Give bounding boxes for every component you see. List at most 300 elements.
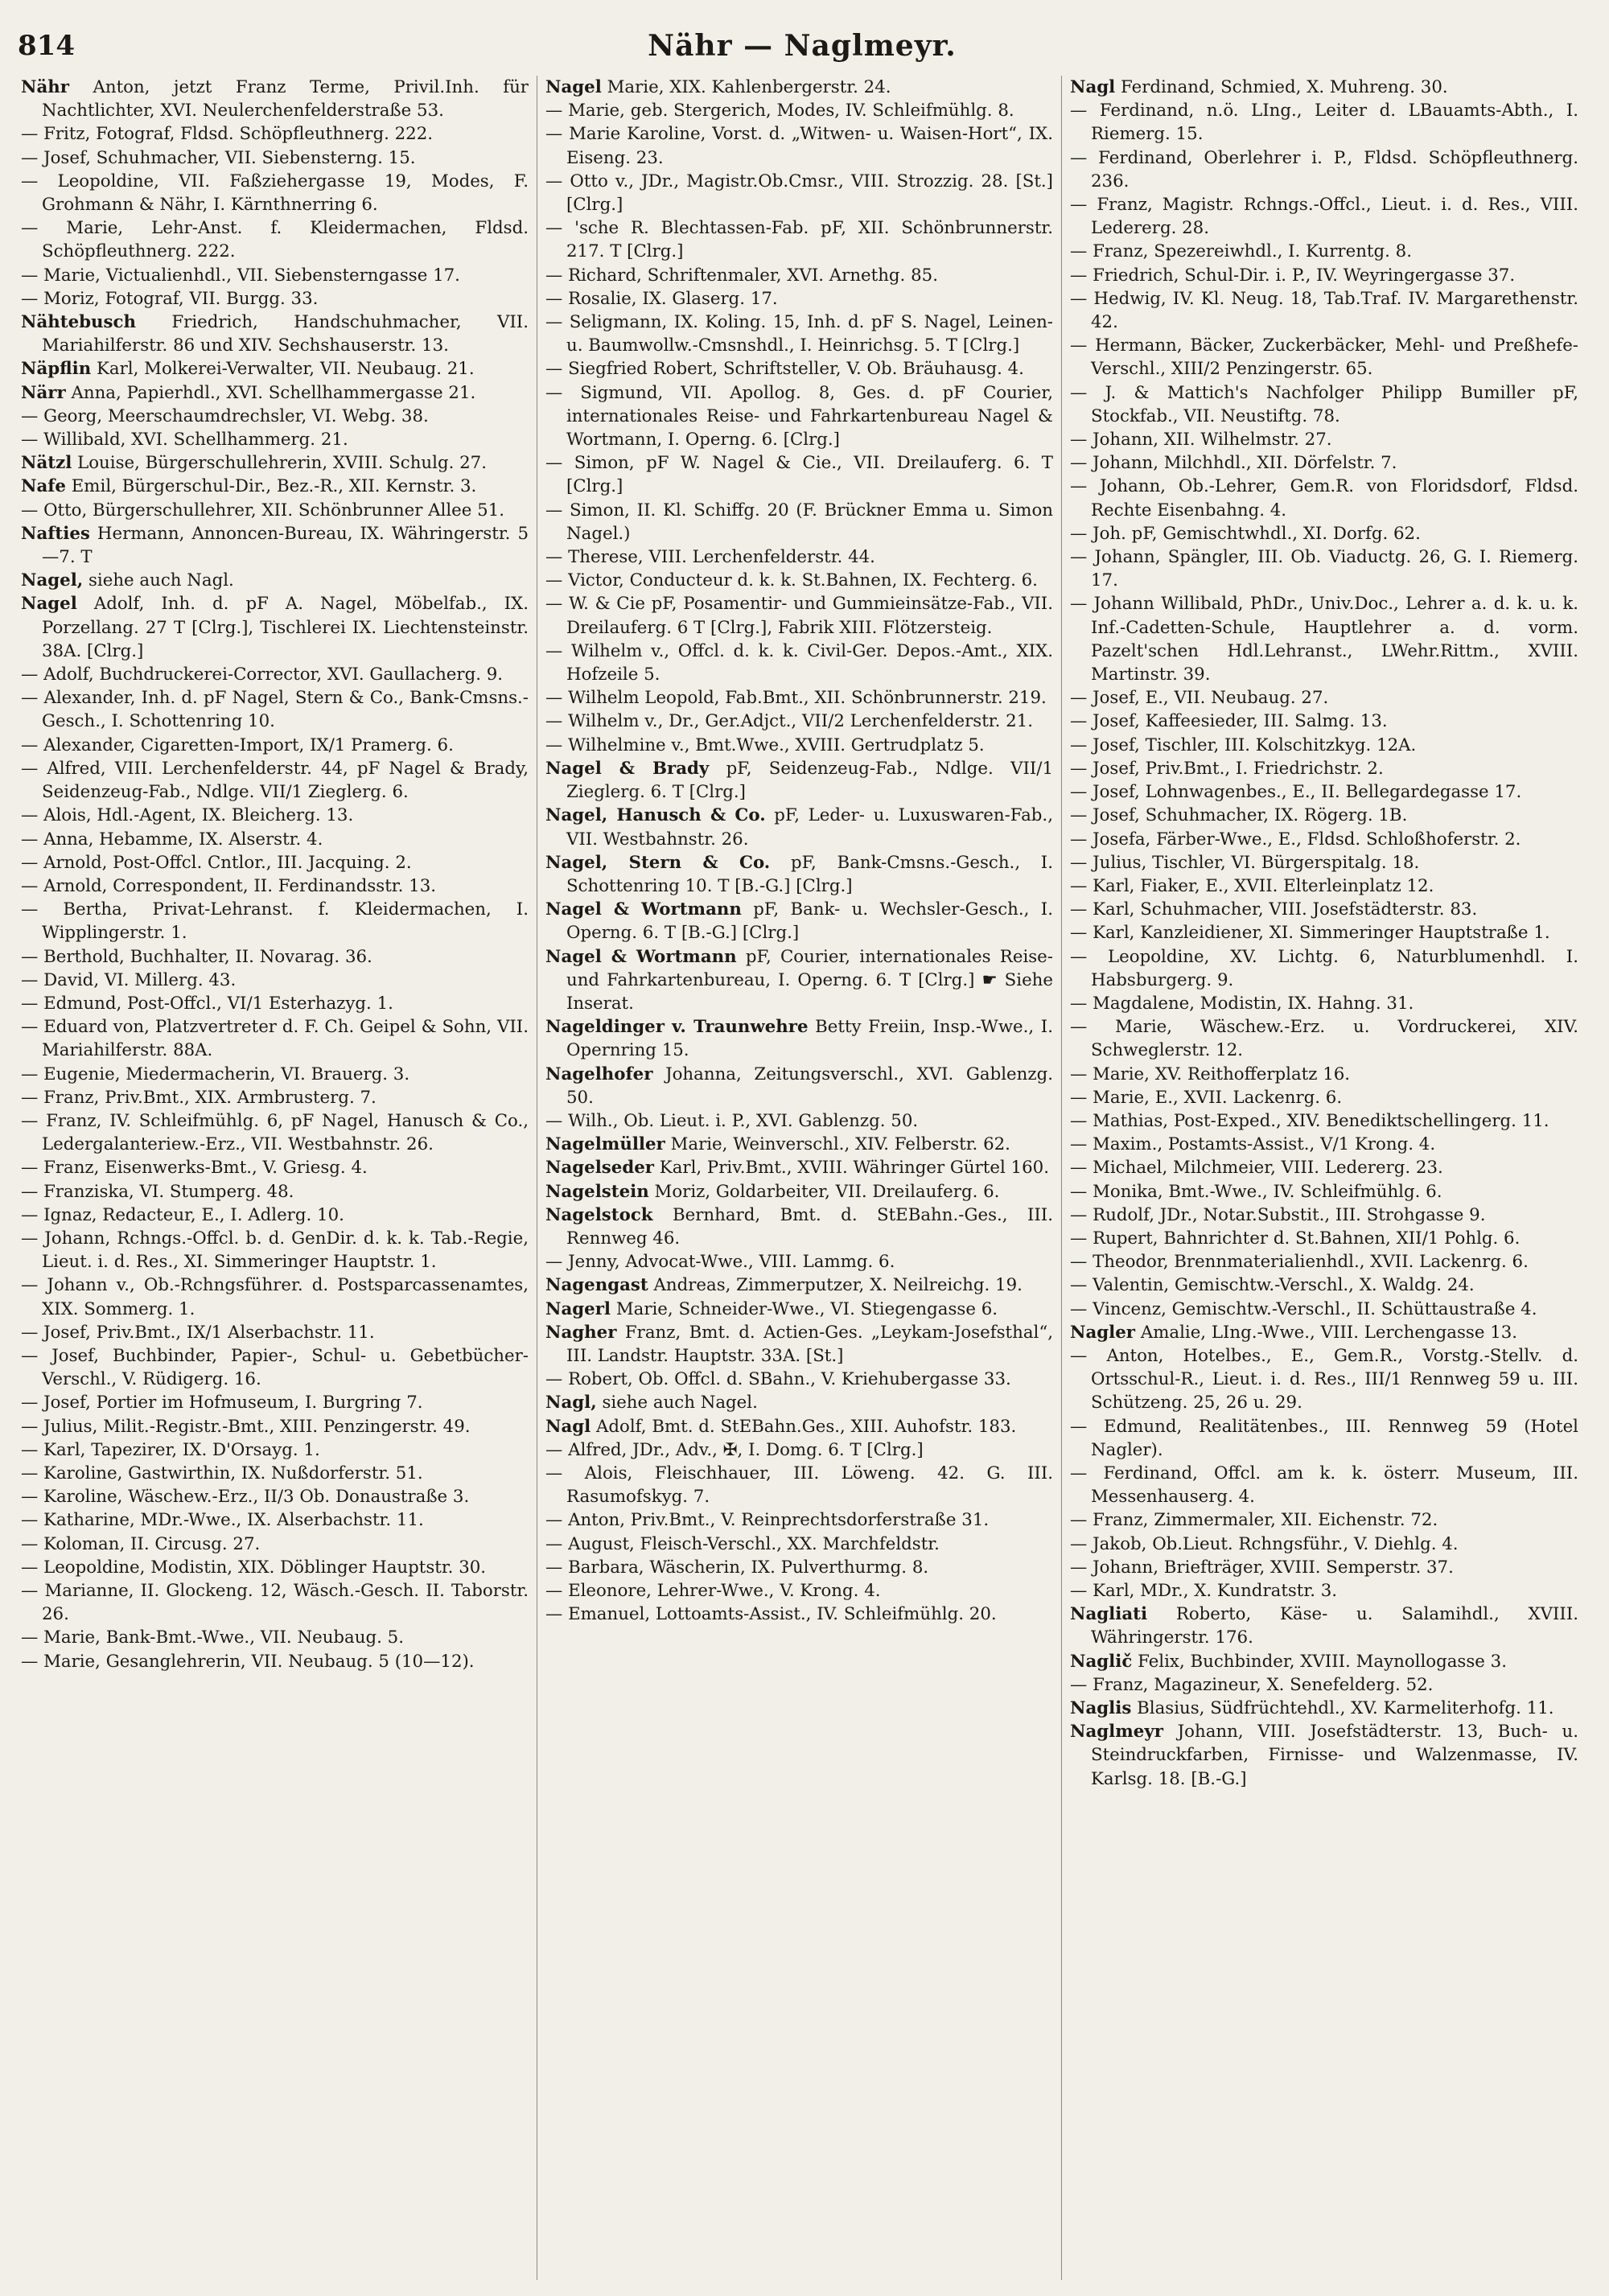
directory-entry [545, 757, 1053, 804]
directory-entry [1070, 1556, 1578, 1579]
entry-text: — Simon, pF W. Nagel & Cie., VII. Dreilauferg. 6. T [Clrg.] [545, 453, 1053, 497]
entry-headword: Nagel, Hanusch & Co. [545, 805, 766, 826]
directory-entry [545, 1321, 1053, 1368]
entry-headword: Nagliati [1070, 1604, 1148, 1625]
entry-text: Andreas, Zimmerputzer, X. Neilreichg. 19. [653, 1275, 1023, 1296]
directory-entry [545, 1508, 1053, 1532]
directory-entry [1070, 828, 1578, 851]
entry-text: — Karl, MDr., X. Kundratstr. 3. [1070, 1581, 1338, 1601]
directory-entry [21, 1556, 529, 1579]
entry-text: — Otto, Bürgerschullehrer, XII. Schönbrunner Allee 51. [21, 500, 505, 521]
directory-entry [545, 1273, 1053, 1297]
entry-headword: Nagelstein [545, 1181, 649, 1202]
directory-entry [21, 170, 529, 216]
entry-text: — Karl, Schuhmacher, VIII. Josefstädterstr. 83. [1070, 899, 1478, 920]
entry-text: — Koloman, II. Circusg. 27. [21, 1533, 261, 1554]
entry-text: Ferdinand, Schmied, X. Muhreng. 30. [1121, 77, 1448, 97]
directory-entry [1070, 874, 1578, 898]
directory-entry [1070, 381, 1578, 428]
entry-text: — Richard, Schriftenmaler, XVI. Arnethg. 85. [545, 265, 938, 286]
entry-text: — Michael, Milchmeier, VIII. Ledererg. 23. [1070, 1158, 1443, 1179]
directory-entry [21, 1579, 529, 1626]
directory-entry [1070, 545, 1578, 592]
entry-text: siehe auch Nagel. [602, 1393, 758, 1413]
directory-entry [21, 992, 529, 1015]
running-title: Nähr — Naglmeyr. [648, 29, 957, 63]
directory-entry [21, 1485, 529, 1508]
directory-entry [545, 216, 1053, 263]
entry-headword: Nagel & Wortmann [545, 899, 742, 920]
directory-entry [21, 287, 529, 311]
entry-headword: Nafe [21, 476, 66, 497]
entry-headword: Nagl [1070, 77, 1116, 97]
entry-text: — Karl, Tapezirer, IX. D'Orsayg. 1. [21, 1439, 320, 1460]
directory-entry [1070, 1579, 1578, 1603]
entry-text: Marie, XIX. Kahlenbergerstr. 24. [607, 77, 891, 97]
entry-text: — Alfred, JDr., Adv., ✠, I. Domg. 6. T [Clrg.] [545, 1439, 924, 1460]
entry-text: Johann, VIII. Josefstädterstr. 13, Buch- u. Steindruckfarben, Firnisse- und Walzenmasse, IV. Karlsg. 18. [B.-G.] [1091, 1722, 1578, 1789]
entry-headword: Naglmeyr [1070, 1722, 1163, 1743]
directory-entry [21, 475, 529, 498]
entry-headword: Nafties [21, 523, 90, 544]
entry-text: — Katharine, MDr.-Wwe., IX. Alserbachstr. 11. [21, 1510, 424, 1531]
directory-entry [545, 170, 1053, 216]
entry-text: — Arnold, Post-Offcl. Cntlor., III. Jacquing. 2. [21, 852, 412, 873]
entry-text: — Ignaz, Redacteur, E., I. Adlerg. 10. [21, 1204, 344, 1225]
directory-entry [1070, 945, 1578, 992]
directory-entry [1070, 287, 1578, 334]
entry-text: — Marianne, II. Glockeng. 12, Wäsch.-Gesch. II. Taborstr. 26. [21, 1581, 529, 1625]
entry-text: — Alexander, Cigaretten-Import, IX/1 Pramerg. 6. [21, 734, 454, 755]
directory-entry [21, 499, 529, 522]
entry-text: — Monika, Bmt.-Wwe., IV. Schleifmühlg. 6. [1070, 1181, 1442, 1202]
entry-text: — Valentin, Gemischtw.-Verschl., X. Waldg. 24. [1070, 1275, 1475, 1296]
directory-entry [21, 1063, 529, 1086]
entry-text: — Magdalene, Modistin, IX. Hahng. 31. [1070, 993, 1414, 1014]
entry-text: — Wilh., Ob. Lieut. i. P., XVI. Gablenzg. 50. [545, 1110, 919, 1131]
directory-entry [545, 1603, 1053, 1626]
directory-entry [1070, 992, 1578, 1015]
directory-entry [1070, 1720, 1578, 1791]
entry-text: Hermann, Annoncen-Bureau, IX. Währingerstr. 5—7. T [42, 523, 529, 568]
directory-entry [545, 1438, 1053, 1462]
directory-entry [21, 663, 529, 686]
directory-entry [545, 1180, 1053, 1204]
entry-headword: Näpflin [21, 359, 92, 380]
entry-text: — Franz, Magistr. Rchngs.-Offcl., Lieut. i. d. Res., VIII. Ledererg. 28. [1070, 195, 1578, 239]
entry-text: — Ferdinand, Offcl. am k. k. österr. Museum, III. Messenhauserg. 4. [1070, 1463, 1578, 1508]
directory-entry [21, 945, 529, 969]
entry-text: — Bertha, Privat-Lehranst. f. Kleidermachen, I. Wipplingerstr. 1. [21, 899, 529, 944]
directory-entry [21, 146, 529, 170]
entry-text: pF, Seidenzeug-Fab., Ndlge. VII/1 Zieglerg. 6. T [Clrg.] [566, 758, 1054, 803]
column-1 [18, 76, 537, 2280]
directory-entry [545, 592, 1053, 639]
entry-headword: Nagel [545, 77, 602, 97]
entry-text: — Josefa, Färber-Wwe., E., Fldsd. Schloßhoferstr. 2. [1070, 829, 1521, 850]
entry-text: — Hedwig, IV. Kl. Neug. 18, Tab.Traf. IV. Margarethenstr. 42. [1070, 288, 1578, 333]
entry-text: — Rosalie, IX. Glaserg. 17. [545, 288, 778, 309]
directory-entry [545, 76, 1053, 99]
directory-entry [1070, 1109, 1578, 1133]
entry-text: — Franz, Priv.Bmt., XIX. Armbrusterg. 7. [21, 1087, 377, 1108]
directory-entry [21, 898, 529, 944]
entry-text: pF, Courier, internationales Reise- und Fahrkartenbureau, I. Operng. 6. T [Clrg.] ☛ Siehe Inserat. [566, 946, 1053, 1014]
directory-entry [1070, 1415, 1578, 1462]
directory-entry [545, 287, 1053, 311]
directory-entry [21, 969, 529, 992]
entry-text: siehe auch Nagl. [88, 570, 234, 591]
entry-text: — 'sche R. Blechtassen-Fab. pF, XII. Schönbrunnerstr. 217. T [Clrg.] [545, 218, 1053, 262]
entry-text: — J. & Mattich's Nachfolger Philipp Bumiller pF, Stockfab., VII. Neustiftg. 78. [1070, 382, 1578, 426]
directory-entry [21, 851, 529, 874]
directory-entry [545, 1415, 1053, 1438]
directory-entry [1070, 240, 1578, 263]
entry-text: — Franz, Spezereiwhdl., I. Kurrentg. 8. [1070, 241, 1412, 262]
directory-entry [21, 1086, 529, 1109]
entry-text: Bernhard, Bmt. d. StEBahn.-Ges., III. Rennweg 46. [566, 1204, 1053, 1249]
entry-text: — Vincenz, Gemischtw.-Verschl., II. Schüttaustraße 4. [1070, 1298, 1537, 1319]
entry-text: — Emanuel, Lottoamts-Assist., IV. Schleifmühlg. 20. [545, 1604, 997, 1625]
entry-text: Amalie, LIng.-Wwe., VIII. Lerchengasse 13. [1140, 1322, 1518, 1343]
directory-entry [1070, 428, 1578, 451]
entry-text: — Josef, Buchbinder, Papier-, Schul- u. Gebetbücher-Verschl., V. Rüdigerg. 16. [21, 1345, 529, 1390]
directory-entry [21, 76, 529, 122]
entry-text: Marie, Weinverschl., XIV. Felberstr. 62. [670, 1134, 1010, 1155]
entry-text: — Johann Willibald, PhDr., Univ.Doc., Lehrer a. d. k. u. k. Inf.-Cadetten-Schule, Hauptlehrer a. d. vorm. Pazelt'schen Hdl.Lehranst., LWehr.Rittm., XVIII. Martinstr. 39. [1070, 594, 1578, 685]
entry-text: — Theodor, Brennmaterialienhdl., XVII. Lackenrg. 6. [1070, 1252, 1529, 1273]
directory-entry [1070, 1086, 1578, 1109]
entry-text: — Leopoldine, XV. Lichtg. 6, Naturblumenhdl. I. Habsburgerg. 9. [1070, 946, 1578, 990]
directory-entry [1070, 1227, 1578, 1250]
entry-headword: Nagelstock [545, 1204, 653, 1225]
directory-entry [545, 499, 1053, 545]
entry-headword: Nagel [21, 594, 77, 615]
directory-entry [1070, 475, 1578, 521]
directory-entry [545, 1391, 1053, 1414]
entry-text: — Alfred, VIII. Lerchenfelderstr. 44, pF Nagel & Brady, Seidenzeug-Fab., Ndlge. VII/1 Zieglerg. 6. [21, 758, 529, 803]
entry-headword: Nagel, [21, 570, 84, 591]
entry-headword: Nagl [545, 1416, 591, 1437]
directory-entry [21, 522, 529, 569]
entry-text: — Robert, Ob. Offcl. d. SBahn., V. Kriehubergasse 33. [545, 1369, 1011, 1390]
entry-text: Felix, Buchbinder, XVIII. Maynollogasse 3. [1138, 1651, 1507, 1672]
entry-text: Anna, Papierhdl., XVI. Schellhammergasse 21. [71, 382, 476, 403]
entry-text: — Ferdinand, Oberlehrer i. P., Fldsd. Schöpfleuthnerg. 236. [1070, 147, 1578, 191]
directory-entry [545, 851, 1053, 898]
entry-text: Franz, Bmt. d. Actien-Ges. „Leykam-Josefsthal“, III. Landstr. Hauptstr. 33A. [St.] [566, 1322, 1053, 1366]
entry-text: — Josef, Priv.Bmt., I. Friedrichstr. 2. [1070, 758, 1384, 779]
entry-text: — Johann, Milchhdl., XII. Dörfelstr. 7. [1070, 453, 1397, 474]
entry-text: Johanna, Zeitungsverschl., XVI. Gablenzg. 50. [566, 1064, 1053, 1108]
directory-entry [21, 828, 529, 851]
directory-entry [545, 1156, 1053, 1179]
directory-entry [545, 734, 1053, 757]
entry-text: Roberto, Käse- u. Salamihdl., XVIII. Währingerstr. 176. [1091, 1604, 1578, 1648]
entry-text: — Josef, Priv.Bmt., IX/1 Alserbachstr. 11. [21, 1322, 375, 1343]
entry-text: — Arnold, Correspondent, II. Ferdinandsstr. 13. [21, 875, 437, 896]
entry-text: — Julius, Tischler, VI. Bürgerspitalg. 18. [1070, 852, 1420, 873]
entry-text: — Jenny, Advocat-Wwe., VIII. Lammg. 6. [545, 1252, 895, 1273]
entry-text: — Marie, E., XVII. Lackenrg. 6. [1070, 1087, 1343, 1108]
entry-text: — Alexander, Inh. d. pF Nagel, Stern & Co., Bank-Cmsns.-Gesch., I. Schottenring 10. [21, 688, 529, 732]
entry-text: — Fritz, Fotograf, Fldsd. Schöpfleuthnerg. 222. [21, 124, 434, 145]
directory-entry [1070, 193, 1578, 240]
entry-text: Moriz, Goldarbeiter, VII. Dreilauferg. 6. [654, 1181, 1000, 1202]
directory-entry [545, 1109, 1053, 1133]
entry-text: — Josef, Tischler, III. Kolschitzkyg. 12A. [1070, 734, 1417, 755]
directory-entry [21, 592, 529, 663]
directory-entry [1070, 898, 1578, 921]
directory-entry [21, 357, 529, 381]
directory-entry [545, 1533, 1053, 1556]
directory-entry [545, 99, 1053, 122]
entry-headword: Nageldinger v. Traunwehre [545, 1017, 809, 1038]
directory-entry [21, 1626, 529, 1649]
entry-text: — Karoline, Wäschew.-Erz., II/3 Ob. Donaustraße 3. [21, 1487, 470, 1508]
entry-headword: Nähtebusch [21, 312, 136, 333]
directory-entry [1070, 1321, 1578, 1344]
directory-entry [545, 311, 1053, 357]
entry-headword: Nagel, Stern & Co. [545, 852, 771, 873]
entry-text: — Franz, IV. Schleifmühlg. 6, pF Nagel, Hanusch & Co., Ledergalanteriew.-Erz., VII. Westbahnstr. 26. [21, 1110, 529, 1155]
entry-text: — Georg, Meerschaumdrechsler, VI. Webg. 38. [21, 405, 429, 426]
entry-text: — Willibald, XVI. Schellhammerg. 21. [21, 430, 348, 451]
entry-text: — Franz, Eisenwerks-Bmt., V. Griesg. 4. [21, 1158, 368, 1179]
directory-entry [545, 640, 1053, 686]
directory-entry [1070, 1273, 1578, 1297]
entry-text: — Johann, Spängler, III. Ob. Viaductg. 26, G. I. Riemerg. 17. [1070, 547, 1578, 591]
directory-entry [545, 264, 1053, 287]
entry-text: — Mathias, Post-Exped., XIV. Benediktschellingerg. 11. [1070, 1110, 1549, 1131]
directory-entry [545, 1063, 1053, 1109]
directory-entry [545, 1556, 1053, 1579]
entry-text: Louise, Bürgerschullehrerin, XVIII. Schulg. 27. [77, 453, 487, 474]
column-3 [1067, 76, 1586, 2280]
entry-text: — Joh. pF, Gemischtwhdl., XI. Dorfg. 62. [1070, 523, 1421, 544]
directory-entry [1070, 780, 1578, 804]
entry-text: — Friedrich, Schul-Dir. i. P., IV. Weyringergasse 37. [1070, 265, 1516, 286]
entry-text: — Jakob, Ob.Lieut. Rchngsführ., V. Diehlg. 4. [1070, 1533, 1459, 1554]
entry-text: — Johann, Ob.-Lehrer, Gem.R. von Floridsdorf, Fldsd. Rechte Eisenbahng. 4. [1070, 476, 1578, 521]
directory-entry [1070, 1650, 1578, 1673]
entry-text: — Alois, Hdl.-Agent, IX. Bleicherg. 13. [21, 805, 354, 826]
entry-text: Adolf, Bmt. d. StEBahn.Ges., XIII. Auhofstr. 183. [596, 1416, 1017, 1437]
entry-text: — Eugenie, Miedermacherin, VI. Brauerg. 3. [21, 1064, 410, 1084]
directory-entry [1070, 686, 1578, 710]
directory-entry [1070, 1133, 1578, 1156]
entry-text: — Josef, Schuhmacher, IX. Rögerg. 1B. [1070, 805, 1408, 826]
entry-text: — Eleonore, Lehrer-Wwe., V. Krong. 4. [545, 1581, 881, 1601]
directory-entry [21, 122, 529, 146]
entry-text: — W. & Cie pF, Posamentir- und Gummieinsätze-Fab., VII. Dreilauferg. 6 T [Clrg.], Fabrik XIII. Flötzersteig. [545, 594, 1053, 638]
entry-text: — Berthold, Buchhalter, II. Novarag. 36. [21, 946, 372, 967]
column-2 [542, 76, 1062, 2280]
entry-text: — Moriz, Fotograf, VII. Burgg. 33. [21, 288, 319, 309]
entry-text: — Marie, Victualienhdl., VII. Siebensterngasse 17. [21, 265, 460, 286]
entry-text: Adolf, Inh. d. pF A. Nagel, Möbelfab., IX. Porzellang. 27 T [Clrg.], Tischlerei IX. Liechtensteinstr. 38A. [Clrg.] [42, 594, 529, 661]
directory-entry [1070, 1063, 1578, 1086]
directory-entry [1070, 1344, 1578, 1415]
entry-text: — Karl, Fiaker, E., XVII. Elterleinplatz 12. [1070, 875, 1434, 896]
directory-entry [1070, 334, 1578, 381]
directory-entry [21, 1321, 529, 1344]
directory-entry [1070, 1508, 1578, 1532]
entry-text: Anton, jetzt Franz Terme, Privil.Inh. für Nachtlichter, XVI. Neulerchenfelderstraße 53. [42, 77, 529, 121]
directory-entry [1070, 1204, 1578, 1227]
entry-text: — Anton, Hotelbes., E., Gem.R., Vorstg.-Stellv. d. Ortsschul-R., Lieut. i. d. Res., III/1 Rennweg 59 u. III. Schützeng. 25, 26 u. 29. [1070, 1345, 1578, 1413]
directory-entry [545, 1133, 1053, 1156]
directory-entry [545, 1204, 1053, 1250]
entry-text: — Eduard von, Platzvertreter d. F. Ch. Geipel & Sohn, VII. Mariahilferstr. 88A. [21, 1017, 529, 1061]
entry-text: — Adolf, Buchdruckerei-Corrector, XVI. Gaullacherg. 9. [21, 665, 504, 685]
directory-entry [545, 357, 1053, 381]
entry-headword: Nagl, [545, 1393, 597, 1413]
directory-entry [1070, 522, 1578, 545]
entry-text: — Wilhelmine v., Bmt.Wwe., XVIII. Gertrudplatz 5. [545, 734, 985, 755]
directory-entry [1070, 757, 1578, 780]
directory-entry [21, 1508, 529, 1532]
entry-text: — Victor, Conducteur d. k. k. St.Bahnen, IX. Fechterg. 6. [545, 570, 1038, 591]
entry-text: — Marie, Wäschew.-Erz. u. Vordruckerei, XIV. Schweglerstr. 12. [1070, 1017, 1578, 1061]
directory-entry [545, 1579, 1053, 1603]
entry-headword: Närr [21, 382, 66, 403]
directory-entry [545, 1250, 1053, 1273]
entry-text: — Franz, Magazineur, X. Senefelderg. 52. [1070, 1674, 1434, 1695]
entry-text: — Josef, Portier im Hofmuseum, I. Burgring 7. [21, 1393, 423, 1413]
directory-entry [1070, 804, 1578, 827]
directory-entry [21, 686, 529, 733]
entry-text: pF, Bank-Cmsns.-Gesch., I. Schottenring 10. T [B.-G.] [Clrg.] [566, 852, 1053, 896]
directory-entry [21, 264, 529, 287]
directory-entry [21, 1650, 529, 1673]
directory-entry [21, 1204, 529, 1227]
directory-entry [545, 1368, 1053, 1391]
directory-entry [21, 569, 529, 592]
entry-text: — Therese, VIII. Lerchenfelderstr. 44. [545, 547, 875, 568]
directory-entry [1070, 1156, 1578, 1179]
entry-text: — Marie Karoline, Vorst. d. „Witwen- u. Waisen-Hort“, IX. Eiseng. 23. [545, 124, 1053, 168]
entry-text: — Ferdinand, n.ö. LIng., Leiter d. LBauamts-Abth., I. Riemerg. 15. [1070, 101, 1578, 145]
directory-entry [21, 1391, 529, 1414]
directory-entry [1070, 851, 1578, 874]
directory-entry [545, 945, 1053, 1016]
directory-entry [1070, 1603, 1578, 1649]
directory-entry [21, 757, 529, 804]
directory-entry [545, 1298, 1053, 1321]
directory-entry [545, 545, 1053, 569]
directory-entry [545, 569, 1053, 592]
entry-text: — Rupert, Bahnrichter d. St.Bahnen, XII/1 Pohlg. 6. [1070, 1228, 1521, 1249]
entry-text: pF, Leder- u. Luxuswaren-Fab., VII. Westbahnstr. 26. [566, 805, 1053, 850]
entry-text: Karl, Priv.Bmt., XVIII. Währinger Gürtel 160. [659, 1158, 1049, 1179]
directory-entry [21, 1109, 529, 1156]
directory-entry [545, 686, 1053, 710]
entry-text: — Anna, Hebamme, IX. Alserstr. 4. [21, 829, 323, 850]
directory-entry [1070, 1462, 1578, 1508]
entry-text: Karl, Molkerei-Verwalter, VII. Neubaug. 21. [97, 359, 475, 380]
entry-text: — Leopoldine, VII. Faßziehergasse 19, Modes, F. Grohmann & Nähr, I. Kärnthnerring 6. [21, 171, 529, 216]
directory-entry [1070, 1673, 1578, 1697]
entry-headword: Nagengast [545, 1275, 648, 1296]
entry-text: — Siegfried Robert, Schriftsteller, V. Ob. Bräuhausg. 4. [545, 359, 1024, 380]
entry-headword: Nagel & Brady [545, 758, 710, 779]
entry-text: — Johann, Briefträger, XVIII. Semperstr. 37. [1070, 1557, 1454, 1578]
directory-entry [545, 898, 1053, 944]
directory-entry [21, 311, 529, 357]
entry-headword: Nagel & Wortmann [545, 946, 737, 967]
entry-text: pF, Bank- u. Wechsler-Gesch., I. Operng. 6. T [B.-G.] [Clrg.] [566, 899, 1053, 944]
directory-entry [21, 1533, 529, 1556]
entry-headword: Nagerl [545, 1298, 611, 1319]
directory-entry [1070, 451, 1578, 475]
entry-text: Blasius, Südfrüchtehdl., XV. Karmeliterhofg. 11. [1137, 1698, 1554, 1719]
entry-text: — Karl, Kanzleidiener, XI. Simmeringer Hauptstraße 1. [1070, 923, 1550, 944]
entry-text: — Barbara, Wäscherin, IX. Pulverthurmg. 8. [545, 1557, 929, 1578]
entry-text: — Rudolf, JDr., Notar.Substit., III. Strohgasse 9. [1070, 1204, 1486, 1225]
directory-entry [545, 122, 1053, 169]
directory-entry [21, 381, 529, 405]
directory-entry [1070, 1697, 1578, 1720]
directory-entry [21, 428, 529, 451]
directory-entry [1070, 264, 1578, 287]
entry-headword: Nagelmüller [545, 1134, 665, 1155]
entry-text: — August, Fleisch-Verschl., XX. Marchfeldstr. [545, 1533, 940, 1554]
directory-entry [21, 734, 529, 757]
directory-entry [1070, 921, 1578, 944]
directory-entry [21, 1462, 529, 1485]
entry-text: — Marie, Gesanglehrerin, VII. Neubaug. 5 (10—12). [21, 1651, 475, 1672]
entry-headword: Naglis [1070, 1698, 1132, 1719]
directory-entry [1070, 592, 1578, 686]
directory-entry [1070, 76, 1578, 99]
entry-text: — Anton, Priv.Bmt., V. Reinprechtsdorferstraße 31. [545, 1510, 990, 1531]
entry-text: — Johann v., Ob.-Rchngsführer. d. Postsparcassenamtes, XIX. Sommerg. 1. [21, 1275, 529, 1319]
page-header [18, 23, 1586, 69]
entry-text: — Josef, Lohnwagenbes., E., II. Bellegardegasse 17. [1070, 782, 1522, 803]
directory-entry [1070, 1015, 1578, 1062]
directory-entry [1070, 1298, 1578, 1321]
entry-text: Marie, Schneider-Wwe., VI. Stiegengasse 6. [615, 1298, 998, 1319]
entry-text: — Johann, Rchngs.-Offcl. b. d. GenDir. d. k. k. Tab.-Regie, Lieut. i. d. Res., XI. Simmeringer Hauptstr. 1. [21, 1228, 529, 1273]
directory-entry [21, 804, 529, 827]
directory-entry [21, 1156, 529, 1179]
directory-entry [545, 804, 1053, 850]
entry-text: Emil, Bürgerschul-Dir., Bez.-R., XII. Kernstr. 3. [71, 476, 477, 497]
entry-text: — Josef, Schuhmacher, VII. Siebensterng. 15. [21, 147, 416, 168]
entry-headword: Nagelseder [545, 1158, 654, 1179]
entry-headword: Nagelhofer [545, 1064, 653, 1084]
entry-text: — Marie, Lehr-Anst. f. Kleidermachen, Fldsd. Schöpfleuthnerg. 222. [21, 218, 529, 262]
directory-entry [21, 874, 529, 898]
entry-text: — Maxim., Postamts-Assist., V/1 Krong. 4. [1070, 1134, 1436, 1155]
entry-headword: Naglič [1070, 1651, 1133, 1672]
directory-entry [21, 1344, 529, 1391]
directory-entry [21, 451, 529, 475]
directory-entry [21, 405, 529, 428]
page-number: 814 [18, 30, 75, 62]
entry-text: — Josef, E., VII. Neubaug. 27. [1070, 688, 1329, 709]
directory-entry [545, 710, 1053, 733]
directory-entry [21, 216, 529, 263]
entry-headword: Nähr [21, 77, 69, 97]
entry-text: — Johann, XII. Wilhelmstr. 27. [1070, 430, 1332, 451]
entry-text: — Sigmund, VII. Apollog. 8, Ges. d. pF Courier, internationales Reise- und Fahrkartenbureau Nagel & Wortmann, I. Operng. 6. [Clrg.] [545, 382, 1053, 451]
directory-entry [21, 1273, 529, 1320]
directory-entry [1070, 734, 1578, 757]
entry-text: — Karoline, Gastwirthin, IX. Nußdorferstr. 51. [21, 1463, 423, 1483]
directory-entry [1070, 1250, 1578, 1273]
